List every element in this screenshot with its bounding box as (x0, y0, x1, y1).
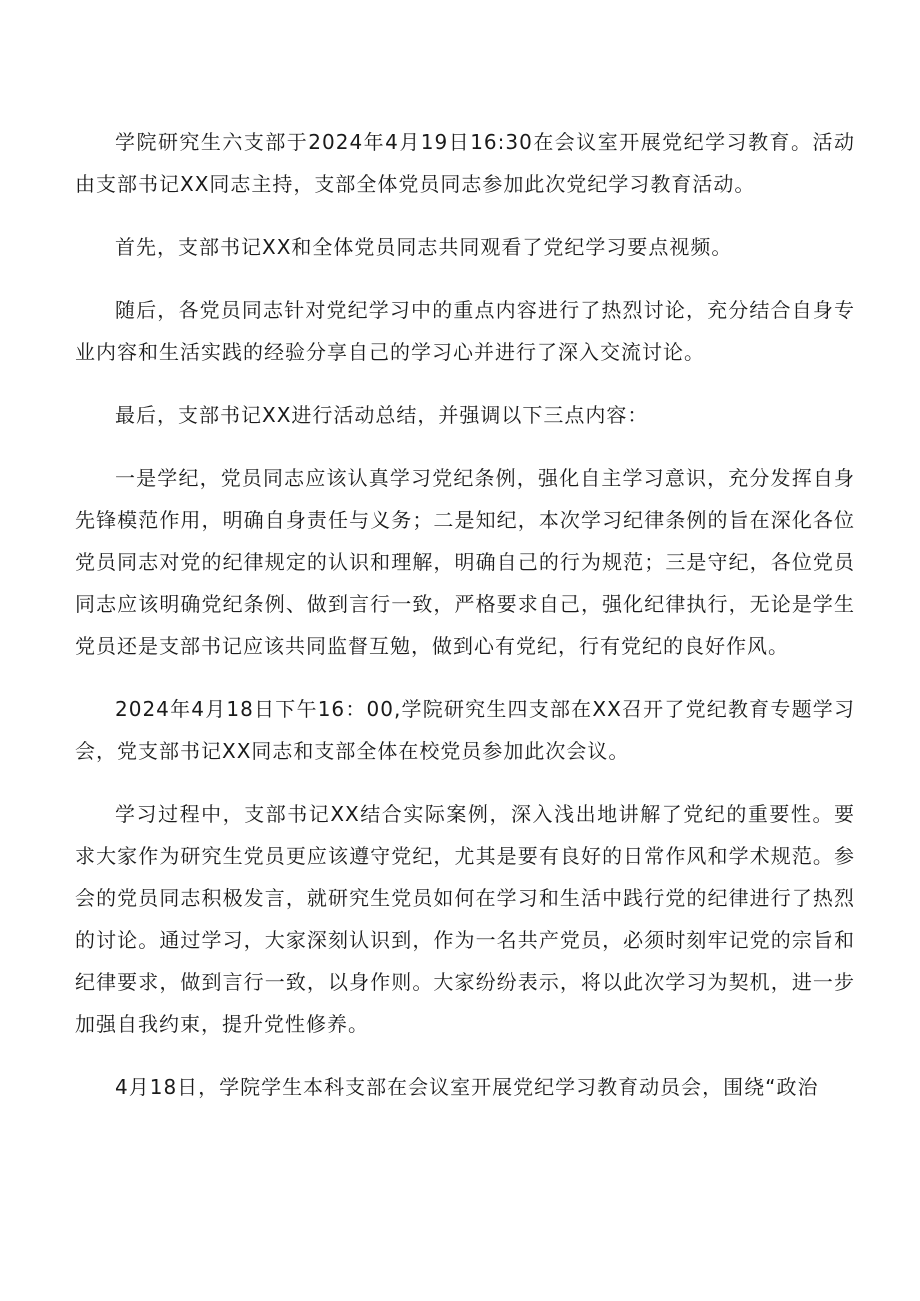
paragraph-2: 首先，支部书记XX和全体党员同志共同观看了党纪学习要点视频。 (115, 235, 733, 259)
paragraph-1: 学院研究生六支部于2024年4月19日16:30在会议室开展党纪学习教育。活动由支部书记XX同志主持，支部全体党员同志参加此次党纪学习教育活动。 (75, 130, 855, 196)
paragraph-5: 一是学纪，党员同志应该认真学习党纪条例，强化自主学习意识，充分发挥自身先锋模范作用，明确自身责任与义务；二是知纪，本次学习纪律条例的旨在深化各位党员同志对党的纪律规定的认识和理解，明确自己的行为规范；三是守纪，各位党员同志应该明确党纪条例、做到言行一致，严格要求自己，强化纪律执行，无论是学生党员还是支部书记应该共同监督互勉，做到心有党纪，行有党纪的良好作风。 (75, 466, 855, 658)
document-body (75, 121, 855, 1129)
paragraph-8: 4月18日，学院学生本科支部在会议室开展党纪学习教育动员会，围绕“政治 (115, 1075, 819, 1099)
paragraph-3: 随后，各党员同志针对党纪学习中的重点内容进行了热烈讨论，充分结合自身专业内容和生活实践的经验分享自己的学习心并进行了深入交流讨论。 (75, 298, 855, 364)
paragraph-7: 学习过程中，支部书记XX结合实际案例，深入浅出地讲解了党纪的重要性。要求大家作为研究生党员更应该遵守党纪，尤其是要有良好的日常作风和学术规范。参会的党员同志积极发言，就研究生党员如何在学习和生活中践行党的纪律进行了热烈的讨论。通过学习，大家深刻认识到，作为一名共产党员，必须时刻牢记党的宗旨和纪律要求，做到言行一致，以身作则。大家纷纷表示，将以此次学习为契机，进一步加强自我约束，提升党性修养。 (75, 802, 855, 1036)
paragraph-6: 2024年4月18日下午16：00,学院研究生四支部在XX召开了党纪教育专题学习会，党支部书记XX同志和支部全体在校党员参加此次会议。 (75, 697, 855, 763)
paragraph-4: 最后，支部书记XX进行活动总结，并强调以下三点内容： (115, 403, 649, 427)
